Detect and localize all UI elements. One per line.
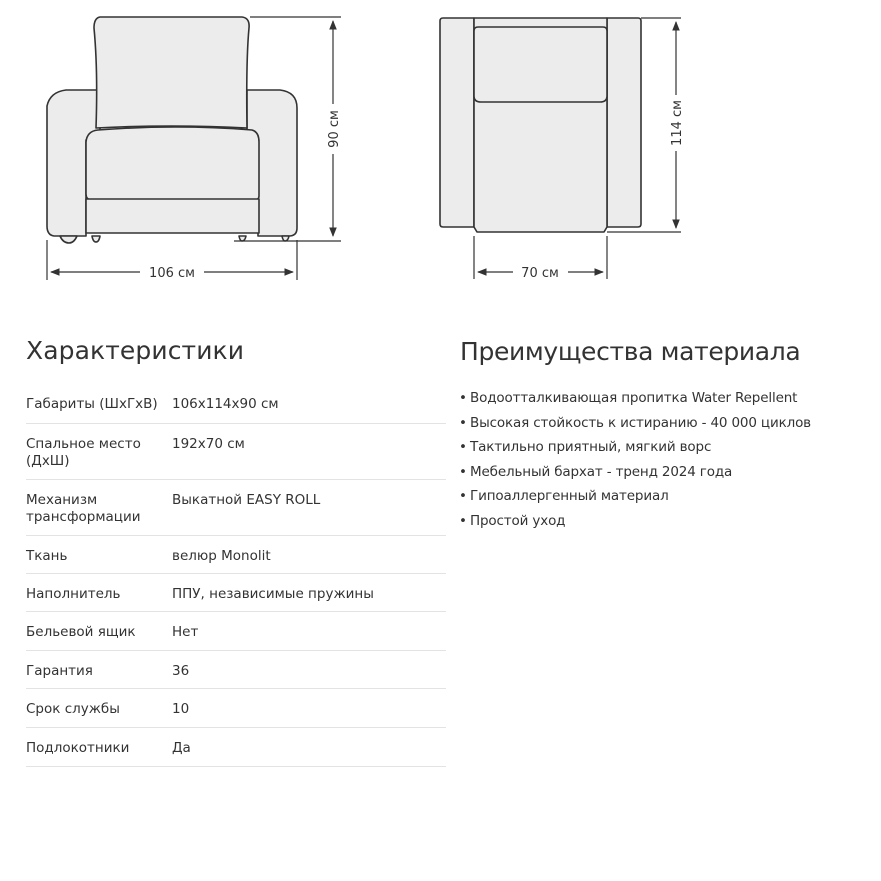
top-depth-label: 114 см <box>670 100 685 146</box>
list-item <box>459 460 811 485</box>
benefits-list <box>459 386 811 534</box>
top-back-cushion <box>474 27 607 102</box>
spec-label: Спальное место (ДхШ) <box>26 436 141 469</box>
front-width-label: 106 см <box>149 266 195 281</box>
front-height-label: 90 см <box>327 110 342 148</box>
spec-label: Бельевой ящик <box>26 624 136 640</box>
front-foot-left <box>60 236 77 243</box>
spec-value: Нет <box>172 624 199 640</box>
list-item <box>459 509 811 534</box>
spec-value: 106х114х90 см <box>172 396 279 412</box>
spec-row <box>26 689 446 728</box>
spec-row <box>26 424 446 480</box>
spec-row <box>26 651 446 689</box>
spec-value: 192х70 см <box>172 436 245 452</box>
spec-label: Подлокотники <box>26 740 130 756</box>
front-foot-right <box>92 236 100 242</box>
spec-label: Механизм трансформации <box>26 492 141 525</box>
spec-label: Ткань <box>26 548 68 564</box>
spec-label: Наполнитель <box>26 586 121 602</box>
bullet-icon: • <box>459 414 467 431</box>
front-seat-cushion <box>86 127 259 200</box>
bullet-icon: • <box>459 512 467 529</box>
spec-value: 36 <box>172 663 190 679</box>
benefit-text: Простой уход <box>470 512 566 529</box>
spec-row <box>26 728 446 767</box>
specs-title: Характеристики <box>26 336 245 365</box>
bullet-icon: • <box>459 390 467 406</box>
armchair-front-view <box>47 17 297 243</box>
spec-value: Выкатной EASY ROLL <box>172 492 321 508</box>
benefit-text: Высокая стойкость к истиранию - 40 000 циклов <box>470 414 811 431</box>
front-foot-back-right <box>239 236 246 241</box>
benefit-text: Тактильно приятный, мягкий ворс <box>470 439 712 456</box>
spec-row <box>26 612 446 651</box>
list-item <box>459 411 811 436</box>
bullet-icon: • <box>459 488 467 505</box>
top-left-arm <box>440 18 474 227</box>
front-back-cushion <box>94 17 249 128</box>
benefit-text: Гипоаллергенный материал <box>470 488 669 505</box>
benefits-title: Преимущества материала <box>460 337 801 366</box>
spec-value: 10 <box>172 701 190 717</box>
spec-row <box>26 480 446 536</box>
front-base <box>86 199 259 233</box>
armchair-top-view <box>440 18 641 232</box>
benefit-text: Мебельный бархат - тренд 2024 года <box>470 463 733 480</box>
spec-label: Гарантия <box>26 663 93 679</box>
dimension-drawings <box>0 0 881 300</box>
spec-value: ППУ, независимые пружины <box>172 586 374 602</box>
spec-value: велюр Monolit <box>172 548 271 564</box>
spec-value: Да <box>172 740 191 756</box>
bullet-icon: • <box>459 439 467 456</box>
list-item <box>459 484 811 509</box>
spec-row <box>26 536 446 574</box>
top-right-arm <box>607 18 641 227</box>
spec-label: Срок службы <box>26 701 120 717</box>
spec-row <box>26 384 446 424</box>
spec-row <box>26 574 446 612</box>
front-foot-back-right2 <box>282 236 289 241</box>
top-width-label: 70 см <box>521 266 559 281</box>
list-item <box>459 435 811 460</box>
spec-label: Габариты (ШхГхВ) <box>26 396 158 412</box>
bullet-icon: • <box>459 463 467 480</box>
benefit-text: Водоотталкивающая пропитка Water Repellent <box>470 390 798 406</box>
list-item <box>459 386 811 411</box>
specs-table <box>26 384 446 767</box>
